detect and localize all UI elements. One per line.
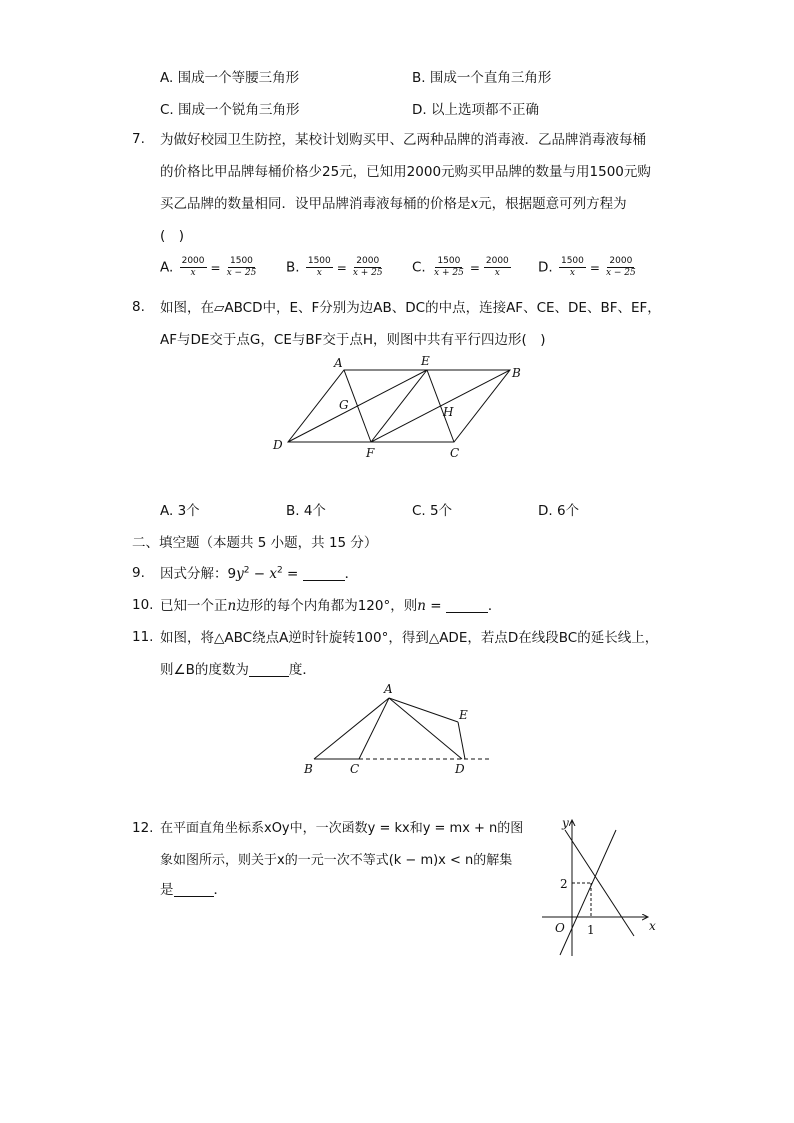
q8-line2: AF与DE交于点G，CE与BF交于点H，则图中共有平行四边形( ) xyxy=(160,332,546,348)
fraction: $\frac{1500}{x}$ xyxy=(307,256,331,278)
q7-number: 7. xyxy=(132,131,145,147)
label-h: H xyxy=(443,405,454,419)
q11-line1: 如图，将△ABC绕点A逆时针旋转100°，得到△ADE，若点D在线段BC的延长线上， xyxy=(160,630,659,646)
answer-blank xyxy=(446,598,488,613)
q12-line3: 是 ． xyxy=(160,882,227,898)
answer-blank xyxy=(303,566,345,581)
q12-line2: 象如图所示，则关于x的一元一次不等式(k − m)x < n的解集 xyxy=(160,853,513,868)
label-c: C xyxy=(350,762,360,776)
label-two: 2 xyxy=(560,877,568,891)
q11-line2: 则∠B的度数为 度． xyxy=(160,662,316,678)
label-one: 1 xyxy=(587,923,595,937)
segment-ba xyxy=(314,698,389,759)
q7-option-a: A. $\frac{2000}{x}$ = $\frac{1500}{x - 25}$ xyxy=(160,256,257,278)
q8-option-b: B. 4个 xyxy=(286,503,326,519)
label-y: y xyxy=(562,816,569,830)
q8-option-a: A. 3个 xyxy=(160,503,200,519)
label-e: E xyxy=(421,354,430,368)
fraction: $\frac{2000}{x + 25}$ xyxy=(352,256,383,278)
segment-de xyxy=(288,370,427,442)
fraction: $\frac{2000}{x - 25}$ xyxy=(605,256,636,278)
q6-option-a: A. 围成一个等腰三角形 xyxy=(160,70,300,86)
q11-number: 11. xyxy=(132,629,154,645)
q8-option-c: C. 5个 xyxy=(412,503,453,519)
segment-ca xyxy=(359,698,389,759)
q8-number: 8. xyxy=(132,299,145,315)
answer-blank xyxy=(249,662,289,677)
label-g: G xyxy=(339,398,349,412)
answer-blank xyxy=(174,882,214,897)
q10-number: 10. xyxy=(132,597,154,613)
parallelogram-figure xyxy=(0,0,794,520)
segment-ef xyxy=(371,370,427,442)
q9-number: 9. xyxy=(132,565,145,581)
q6-option-b: B. 围成一个直角三角形 xyxy=(412,70,552,86)
segment-ad xyxy=(389,698,462,759)
label-d: D xyxy=(273,438,283,452)
fraction: $\frac{1500}{x - 25}$ xyxy=(226,256,257,278)
q7-line1: 为做好校园卫生防控，某校计划购买甲、乙两种品牌的消毒液．乙品牌消毒液每桶 xyxy=(160,132,646,148)
fraction: $\frac{1500}{x + 25}$ xyxy=(434,256,464,278)
label-c: C xyxy=(450,446,460,460)
label-b: B xyxy=(512,366,521,380)
label-origin: O xyxy=(555,921,565,935)
label-f: F xyxy=(366,446,375,460)
fraction: $\frac{2000}{x}$ xyxy=(181,256,205,278)
q6-option-c: C. 围成一个锐角三角形 xyxy=(160,102,300,118)
section-heading: 二、填空题（本题共 5 小题，共 15 分） xyxy=(132,535,378,551)
coordinate-graph xyxy=(530,810,670,960)
q8-line1: 如图，在▱ABCD中，E、F分别为边AB、DC的中点，连接AF、CE、DE、BF、EF， xyxy=(160,300,661,316)
fraction: $\frac{1500}{x}$ xyxy=(560,256,584,278)
q7-line3: 买乙品牌的数量相同．设甲品牌消毒液每桶的价格是x元，根据题意可列方程为 xyxy=(160,196,627,212)
label-x: x xyxy=(649,919,656,933)
fraction: $\frac{2000}{x}$ xyxy=(485,256,509,278)
q12-line1: 在平面直角坐标系xOy中，一次函数y = kx和y = mx + n的图 xyxy=(160,821,524,836)
segment-ae xyxy=(389,698,458,722)
q6-option-d: D. 以上选项都不正确 xyxy=(412,102,539,118)
q12-number: 12. xyxy=(132,820,154,836)
label-a: A xyxy=(384,682,393,696)
label-b: B xyxy=(304,762,313,776)
q7-option-c: C. $\frac{1500}{x + 25}$ = $\frac{2000}{x}$ xyxy=(412,256,509,278)
label-e: E xyxy=(459,708,468,722)
label-a: A xyxy=(334,356,343,370)
q7-line2: 的价格比甲品牌每桶价格少25元，已知用2000元购买甲品牌的数量与用1500元购 xyxy=(160,164,651,180)
q10-text: 已知一个正n边形的每个内角都为120°，则n = ． xyxy=(160,598,502,614)
q7-option-d: D. $\frac{1500}{x}$ = $\frac{2000}{x - 25}$ xyxy=(538,256,636,278)
label-d: D xyxy=(455,762,465,776)
q9-text: 因式分解：$9y^2 - x^2$ = ． xyxy=(160,565,359,582)
q8-option-d: D. 6个 xyxy=(538,503,580,519)
q7-option-b: B. $\frac{1500}{x}$ = $\frac{2000}{x + 25}$ xyxy=(286,256,383,278)
segment-fb xyxy=(371,370,510,442)
segment-ed xyxy=(458,722,465,759)
rotation-figure xyxy=(0,680,794,780)
q7-answer-paren: ( ) xyxy=(160,228,185,244)
